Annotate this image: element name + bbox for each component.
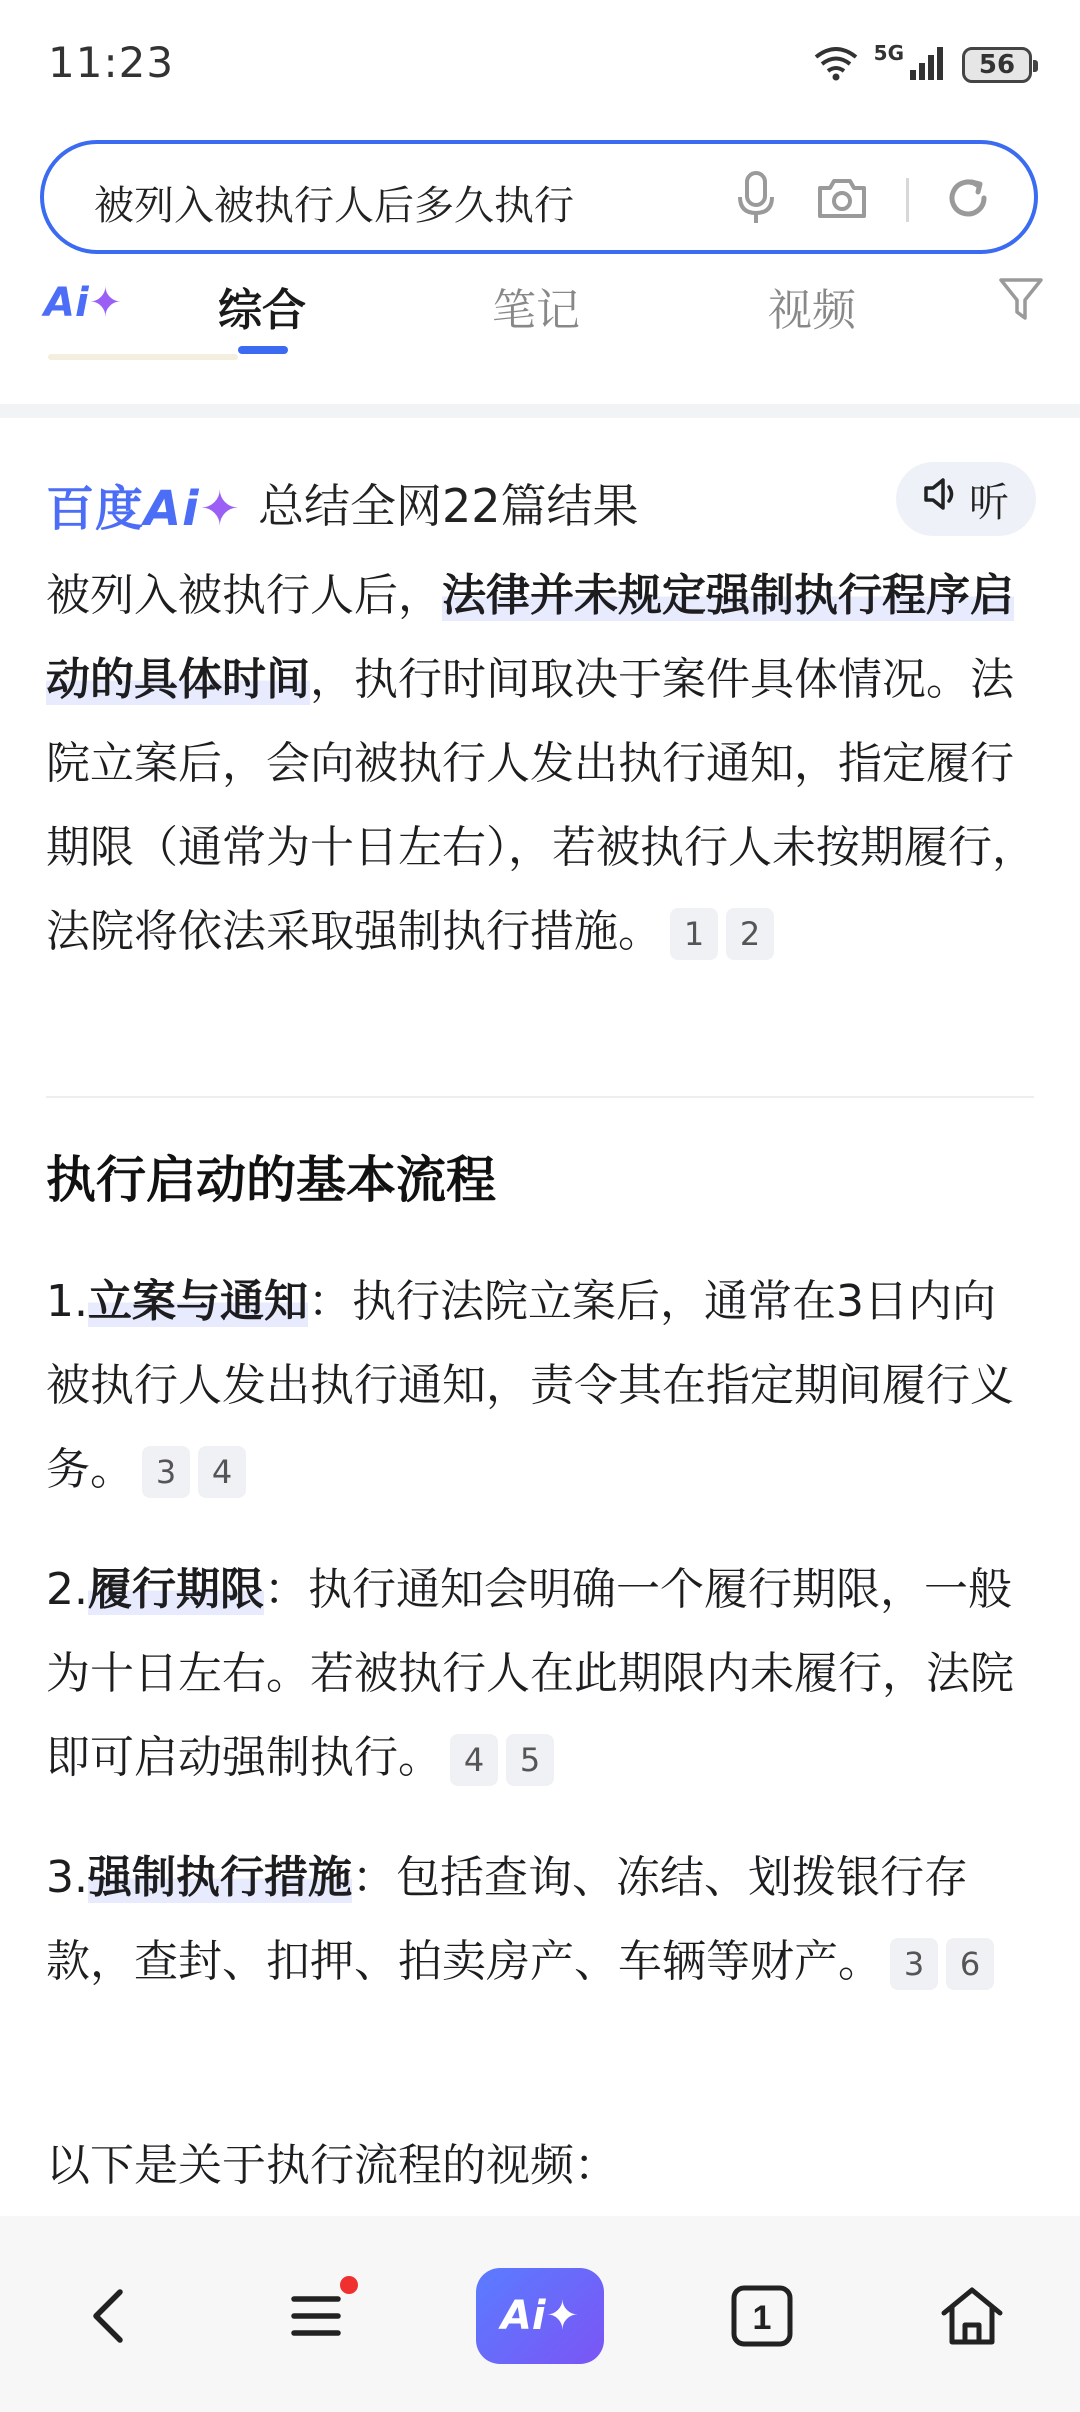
back-arrow-icon (88, 2286, 128, 2346)
step-title: 强制执行措施 (87, 1852, 352, 1903)
section-heading: 执行启动的基本流程 (46, 1151, 496, 1209)
tab-general[interactable]: 综合 (218, 285, 306, 336)
summary-title: 总结全网22篇结果 (258, 479, 639, 533)
ai-summary-header (46, 462, 1036, 537)
tab-video[interactable]: 视频 (768, 285, 856, 336)
step-number: 3. (46, 1852, 88, 1903)
ai-button-label: Ai (500, 2293, 546, 2339)
step-text: ：包括查询、冻结、划拨银行存款，查封、扣押、拍卖房产、车辆等财产。 (46, 1852, 968, 1987)
summary-text-intro: 被列入被执行人后， (46, 570, 442, 621)
tab-notes[interactable]: 笔记 (492, 285, 580, 336)
citation-badge[interactable]: 2 (726, 908, 774, 960)
citation-badge[interactable]: 4 (198, 1446, 246, 1498)
result-tabs (0, 262, 1080, 352)
step-number: 1. (46, 1276, 88, 1327)
home-icon (939, 2285, 1005, 2347)
citation-badge[interactable]: 4 (450, 1734, 498, 1786)
battery-indicator: 56 (962, 47, 1032, 83)
baidu-ai-logo: 百度Ai✦ (46, 481, 241, 537)
citation-badge[interactable]: 3 (142, 1446, 190, 1498)
step-title: 履行期限 (87, 1564, 264, 1615)
active-tab-indicator (238, 346, 288, 354)
camera-icon[interactable] (814, 170, 870, 226)
summary-highlight: 法律并未规定强制执行程序启动的具体时间 (46, 570, 1014, 705)
menu-icon (289, 2293, 343, 2339)
filter-icon[interactable] (998, 276, 1044, 328)
citation-badge[interactable]: 6 (946, 1938, 994, 1990)
step-text: ：执行法院立案后，通常在3日内向被执行人发出执行通知，责令其在指定期间履行义务。 (46, 1276, 1014, 1495)
microphone-icon[interactable] (728, 170, 784, 226)
content-divider (46, 1096, 1034, 1098)
speaker-icon (923, 476, 961, 522)
status-time: 11:23 (48, 38, 175, 87)
video-intro-text: 以下是关于执行流程的视频： (46, 2140, 618, 2191)
ai-tab-logo[interactable]: Ai✦ (44, 280, 123, 326)
list-item (46, 1548, 1036, 1800)
ai-assistant-button[interactable]: Ai ✦ (476, 2268, 604, 2364)
search-divider (906, 178, 909, 222)
collapsed-content-strip (48, 354, 238, 360)
list-item (46, 1836, 1036, 2004)
refresh-icon[interactable] (940, 170, 996, 226)
step-number: 2. (46, 1564, 88, 1615)
summary-paragraph (46, 554, 1036, 974)
notification-dot (340, 2276, 358, 2294)
list-item (46, 1260, 1036, 1512)
menu-button[interactable] (266, 2266, 366, 2366)
citation-badge[interactable]: 1 (670, 908, 718, 960)
listen-label: 听 (969, 479, 1009, 526)
tab-count-icon (730, 2284, 794, 2348)
search-input[interactable]: 被列入被执行人后多久执行 (94, 183, 574, 229)
listen-button[interactable] (896, 462, 1036, 536)
wifi-icon (812, 45, 860, 85)
search-box[interactable] (40, 140, 1038, 254)
summary-text-body: ，执行时间取决于案件具体情况。法院立案后，会向被执行人发出执行通知，指定履行期限（通常为十日左右），若被执行人未按期履行，法院将依法采取强制执行措施。 (46, 654, 1036, 957)
signal-icon (908, 44, 948, 86)
bottom-nav (0, 2216, 1080, 2412)
section-separator (0, 404, 1080, 418)
network-type: 5G (873, 41, 904, 65)
status-icons (812, 40, 1032, 90)
step-title: 立案与通知 (87, 1276, 308, 1327)
status-bar (0, 0, 1080, 130)
citation-badge[interactable]: 5 (506, 1734, 554, 1786)
back-button[interactable] (58, 2266, 158, 2366)
citation-badge[interactable]: 3 (890, 1938, 938, 1990)
tabs-button[interactable] (712, 2266, 812, 2366)
step-text: ：执行通知会明确一个履行期限，一般为十日左右。若被执行人在此期限内未履行，法院即可启动强制执行。 (46, 1564, 1014, 1783)
svg-text:1: 1 (752, 2299, 772, 2337)
home-button[interactable] (922, 2266, 1022, 2366)
